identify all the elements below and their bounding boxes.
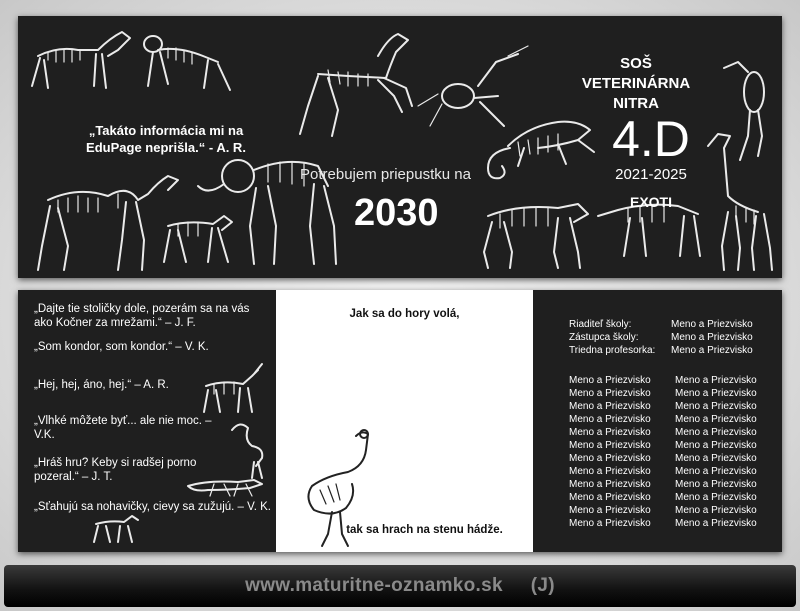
student-name: Meno a Priezvisko: [675, 518, 757, 529]
year-2030: 2030: [354, 192, 439, 234]
student-name: Meno a Priezvisko: [569, 505, 651, 516]
pass-text: Potrebujem priepustku na: [300, 166, 471, 183]
ape-skeleton-icon: [144, 36, 230, 90]
student-name: Meno a Priezvisko: [675, 427, 757, 438]
small-dog-skeleton-icon: [94, 516, 138, 542]
school-name-line1: SOŠ VETERINÁRNA: [581, 55, 691, 92]
school-name: [566, 54, 706, 114]
rearing-horse-skeleton-icon: [300, 34, 412, 136]
dog-skeleton-icon: [164, 216, 232, 262]
footer-website-link[interactable]: www.maturitne-oznamko.sk (J): [245, 575, 555, 596]
student-name: Meno a Priezvisko: [675, 388, 757, 399]
invitation-inside-panel: [18, 290, 782, 552]
staff-row-class-teacher: [569, 344, 779, 357]
flamingo-skeleton-icon: [232, 424, 262, 478]
quote-5: „Hráš hru? Keby si radšej porno pozeral.“ – J. T.: [34, 457, 197, 483]
staff-role: Zástupca školy:: [569, 332, 639, 343]
staff-name: Meno a Priezvisko: [671, 332, 753, 343]
student-name: Meno a Priezvisko: [569, 466, 651, 477]
quote-6: „Sťahujú sa nohavičky, cievy sa zužujú. – V. K.: [34, 501, 271, 513]
quote-3: „Hej, hej, áno, hej.“ – A. R.: [34, 379, 169, 391]
lizard-skeleton-icon: [188, 480, 262, 496]
ostrich-skeleton-icon: [276, 290, 533, 552]
school-name-line2: NITRA: [613, 95, 659, 112]
student-name: Meno a Priezvisko: [675, 466, 757, 477]
camel-skeleton-icon: [38, 176, 178, 270]
staff-row-director: [569, 318, 779, 331]
horse-skeleton-icon: [32, 32, 130, 88]
student-name: Meno a Priezvisko: [675, 505, 757, 516]
student-name: Meno a Priezvisko: [569, 401, 651, 412]
small-skeletons: [18, 290, 276, 552]
student-name: Meno a Priezvisko: [569, 388, 651, 399]
invitation-front-panel: [18, 16, 782, 278]
frog-skeleton-icon: [418, 46, 528, 126]
student-name: Meno a Priezvisko: [569, 375, 651, 386]
student-name: Meno a Priezvisko: [675, 440, 757, 451]
proverb-column: [276, 290, 533, 552]
student-name: Meno a Priezvisko: [675, 414, 757, 425]
staff-row-deputy: [569, 331, 779, 344]
proverb-bottom-line: tak sa hrach na stenu hádže.: [346, 524, 503, 536]
staff-name: Meno a Priezvisko: [671, 345, 753, 356]
top-quote: „Takáto informácia mi na EduPage neprišla.“ - A. R.: [86, 123, 246, 155]
boar-skeleton-icon: [598, 205, 700, 256]
student-name: Meno a Priezvisko: [569, 518, 651, 529]
student-name: Meno a Priezvisko: [569, 453, 651, 464]
student-name: Meno a Priezvisko: [675, 492, 757, 503]
chameleon-skeleton-icon: [488, 122, 594, 179]
staff-role: Riaditeľ školy:: [569, 319, 632, 330]
footer-bar: [4, 565, 796, 607]
staff-name: Meno a Priezvisko: [671, 319, 753, 330]
student-name: Meno a Priezvisko: [675, 479, 757, 490]
class-motto: EXOTI: [629, 194, 672, 210]
class-name: 4.D: [612, 111, 690, 167]
quote-4: „Vlhké môžete byť... ale nie moc. – V.K.: [34, 415, 212, 441]
proverb-top-line: Jak sa do hory volá,: [349, 308, 460, 320]
names-column: [533, 290, 782, 552]
student-name: Meno a Priezvisko: [675, 375, 757, 386]
student-name: Meno a Priezvisko: [569, 414, 651, 425]
student-name: Meno a Priezvisko: [569, 440, 651, 451]
bear-skeleton-icon: [484, 204, 588, 268]
student-name: Meno a Priezvisko: [675, 401, 757, 412]
student-name: Meno a Priezvisko: [569, 427, 651, 438]
student-name: Meno a Priezvisko: [675, 453, 757, 464]
student-name: Meno a Priezvisko: [569, 479, 651, 490]
quote-1: „Dajte tie stoličky dole, pozerám sa na vás ako Kočner za mrežami.“ – J. F.: [34, 303, 250, 329]
bird-skeleton-icon: [724, 62, 764, 160]
student-name: Meno a Priezvisko: [569, 492, 651, 503]
staff-role: Triedna profesorka:: [569, 345, 656, 356]
study-years: 2021-2025: [615, 166, 687, 183]
giraffe-skeleton-icon: [708, 134, 772, 270]
quotes-column: [18, 290, 276, 552]
antelope-skeleton-icon: [204, 364, 262, 412]
quote-2: „Som kondor, som kondor.“ – V. K.: [34, 341, 209, 353]
